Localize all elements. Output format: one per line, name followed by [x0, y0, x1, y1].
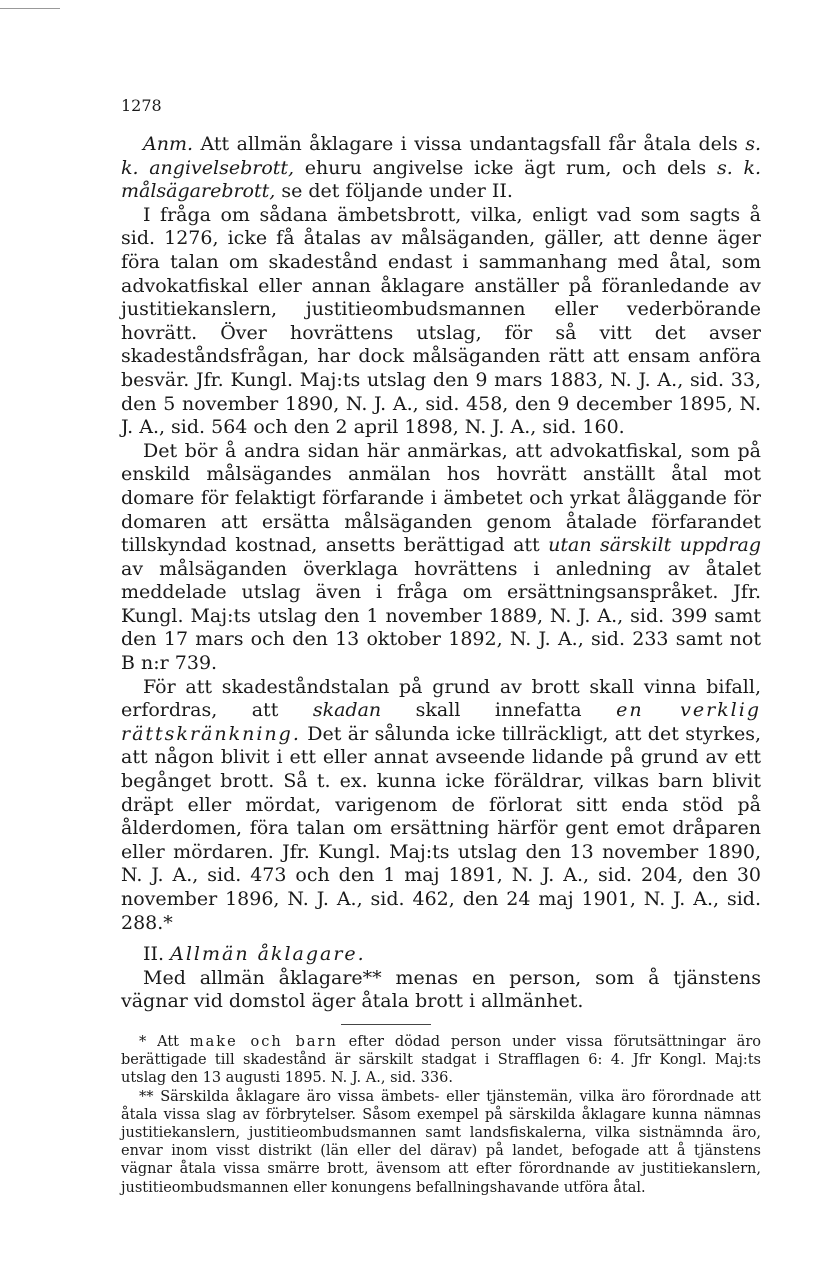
paragraph-definition: Med allmän åklagare** menas en person, som å tjänstens vägnar vid domstol äger åtala brott i allmänhet.	[121, 966, 761, 1013]
spaced-term: make och barn	[189, 1033, 338, 1050]
text-run: Det är sålunda icke tillräckligt, att det styrkes, att någon blivit i ett eller annat avseende lidande på grund av ett begånget brott. Så t. ex. kunna icke föräldrar, vilkas barn blivit dräpt eller mördat, varigenom de förlorat sitt enda stöd på ålderdomen, föra talan om ersättning härför gent emot dråparen eller mördaren. Jfr. Kungl. Maj:ts utslag den 13 november 1890, N. J. A., sid. 473 och den 1 maj 1891, N. J. A., sid. 204, den 30 november 1896, N. J. A., sid. 462, den 24 maj 1901, N. J. A., sid. 288.*	[121, 722, 761, 934]
footnote-2: ** Särskilda åklagare äro vissa ämbets- eller tjänstemän, vilka äro förordnade att åtala vissa slag av förbrytelser. Såsom exempel på särskilda åklagare kunna nämnas justitiekanslern, justitieombudsmannen samt landsfiskalerna, vilka sistnämnda äro, envar inom visst distrikt (län eller del därav) på landet, befogade att å tjänstens vägnar åtala vissa smärre brott, ävensom att efter förordnande av justitiekanslern, justitieombudsmannen eller konungens befallningshavande utföra åtal.	[121, 1088, 761, 1196]
italic-term: skadan	[312, 699, 382, 722]
paragraph-advokatfiskal	[121, 440, 761, 676]
book-page	[121, 96, 761, 1197]
page-number: 1278	[121, 96, 162, 115]
spaced-italic-term: en verklig rättskränkning.	[121, 699, 761, 745]
italic-term: s. k. angivelsebrott,	[121, 133, 761, 179]
text-run: ehuru angivelse icke ägt rum, och dels	[294, 156, 717, 179]
footnote-1	[121, 1033, 761, 1088]
footnote-divider	[341, 1024, 431, 1025]
italic-term: s. k. målsägarebrott,	[121, 156, 761, 203]
text-run: För att skadeståndstalan på grund av brott skall vinna bifall, erfordras, att	[121, 675, 761, 722]
section-numeral: II.	[143, 943, 165, 966]
text-run: Det bör å andra sidan här anmärkas, att advokatfiskal, som på enskild målsägandes anmälan hos hovrätt anställt åtal mot domare för felaktigt förfarande i ämbetet och yrkat åläggande för domaren att ersätta målsäganden genom åtalade förfarandet tillskyndad kostnad, ansetts berättigad att	[121, 439, 761, 557]
text-run: se det följande under II.	[275, 180, 513, 203]
section-title: Allmän åklagare.	[170, 943, 366, 966]
paragraph-anm	[121, 133, 761, 204]
top-edge-line	[0, 8, 60, 9]
text-run: skall innefatta	[381, 699, 617, 722]
paragraph-skadestandstalan	[121, 676, 761, 936]
text-run: * Att	[139, 1033, 190, 1050]
paragraph-ambetsbrott: I fråga om sådana ämbetsbrott, vilka, enligt vad som sagts å sid. 1276, icke få åtalas av målsäganden, gäller, att denne äger föra talan om skadestånd endast i sammanhang med åtal, som advokatfiskal eller annan åklagare anställer på föranledande av justitiekanslern, justitieombudsmannen eller vederbörande hovrätt. Över hovrättens utslag, för så vitt det avser skadeståndsfrågan, har dock målsäganden rätt att ensam anföra besvär. Jfr. Kungl. Maj:ts utslag den 9 mars 1883, N. J. A., sid. 33, den 5 november 1890, N. J. A., sid. 458, den 9 december 1895, N. J. A., sid. 564 och den 2 april 1898, N. J. A., sid. 160.	[121, 203, 761, 439]
section-heading-allman-aklagare	[121, 943, 761, 967]
text-run: Att allmän åklagare i vissa undantagsfall får åtala dels	[193, 133, 746, 155]
footnotes	[121, 1033, 761, 1197]
anm-label: Anm.	[143, 133, 194, 155]
italic-term: utan särskilt uppdrag	[548, 534, 761, 557]
text-run: av målsäganden överklaga hovrättens i anledning av åtalet meddelade utslag även i fråga om ersättningsanspråket. Jfr. Kungl. Maj:ts utslag den 1 november 1889, N. J. A., sid. 399 samt den 17 mars och den 13 oktober 1892, N. J. A., sid. 233 samt not B n:r 739.	[121, 557, 761, 675]
text-run: efter dödad person under vissa förutsättningar äro berättigade till skadestånd är särskilt stadgat i Strafflagen 6: 4. Jfr Kongl. Maj:ts utslag den 13 augusti 1895. N. J. A., sid. 336.	[121, 1033, 761, 1087]
